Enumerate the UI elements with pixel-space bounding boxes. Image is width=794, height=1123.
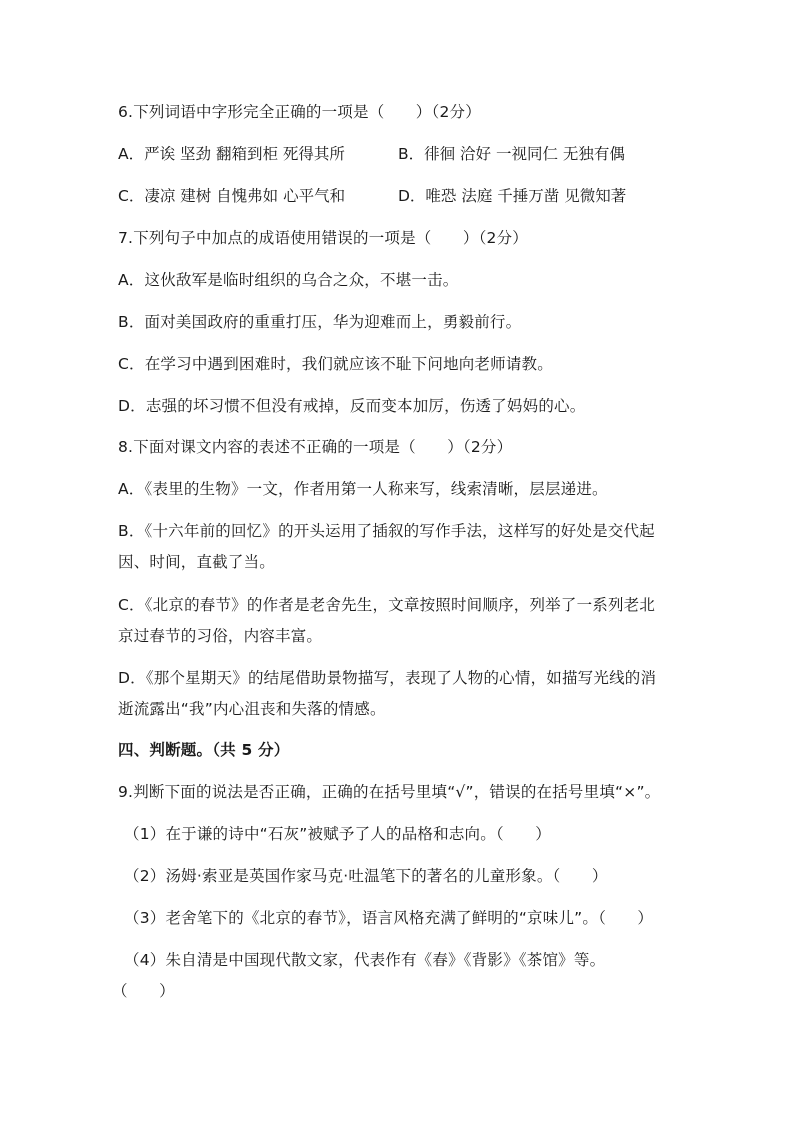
q7-option-a: A．这伙敌军是临时组织的乌合之众，不堪一击。 [118,271,459,289]
q8-option-b-line-1: B．《十六年前的回忆》的开头运用了插叙的写作手法，这样写的好处是交代起 [118,522,655,540]
q9-item-4: （4）朱自清是中国现代散文家，代表作有《春》《背影》《茶馆》等。 [124,951,606,969]
q6-options-row-2 [118,186,698,206]
q7-option-b: B．面对美国政府的重重打压，华为迎难而上，勇毅前行。 [118,313,522,331]
q8-option-c-line-1: C．《北京的春节》的作者是老舍先生，文章按照时间顺序，列举了一系列老北 [118,596,656,614]
q8-option-a: A．《表里的生物》一文，作者用第一人称来写，线索清晰，层层递进。 [118,480,608,498]
q8-stem: 8.下面对课文内容的表述不正确的一项是（ ）（2分） [118,438,513,456]
q7-option-d: D．志强的坏习惯不但没有戒掉，反而变本加厉，伤透了妈妈的心。 [118,397,586,415]
q6-stem: 6.下列词语中字形完全正确的一项是（ ）（2分） [118,103,481,121]
q6-options-row-1 [118,144,698,164]
q9-item-4-answer-paren: （ ） [112,982,175,1000]
q6-option-d: D．唯恐 法庭 千捶万凿 见微知著 [398,187,627,205]
q7-option-c: C．在学习中遇到困难时，我们就应该不耻下问地向老师请教。 [118,355,553,373]
q6-option-c: C．凄凉 建树 自愧弗如 心平气和 [118,187,346,205]
q8-option-d-line-1: D．《那个星期天》的结尾借助景物描写，表现了人物的心情，如描写光线的消 [118,669,657,687]
section-4-heading: 四、判断题。（共 5 分） [118,741,290,759]
q8-option-c-line-2: 京过春节的习俗，内容丰富。 [118,627,323,645]
q7-stem: 7.下列句子中加点的成语使用错误的一项是（ ）（2分） [118,229,529,247]
q6-option-a: A．严诶 坚劲 翻箱到柜 死得其所 [118,145,345,163]
q8-option-b-line-2: 因、时间，直截了当。 [118,553,276,571]
q6-option-b: B．徘徊 洽好 一视同仁 无独有偶 [398,145,625,163]
q8-option-d-line-2: 逝流露出“我”内心沮丧和失落的情感。 [118,700,386,718]
q9-item-3: （3）老舍笔下的《北京的春节》，语言风格充满了鲜明的“京味儿”。（ ） [124,909,654,927]
q9-item-2: （2）汤姆·索亚是英国作家马克·吐温笔下的著名的儿童形象。（ ） [124,867,608,885]
q9-stem: 9.判断下面的说法是否正确，正确的在括号里填“√”，错误的在括号里填“×”。 [118,783,661,801]
q9-item-1: （1）在于谦的诗中“石灰”被赋予了人的品格和志向。（ ） [124,825,551,843]
